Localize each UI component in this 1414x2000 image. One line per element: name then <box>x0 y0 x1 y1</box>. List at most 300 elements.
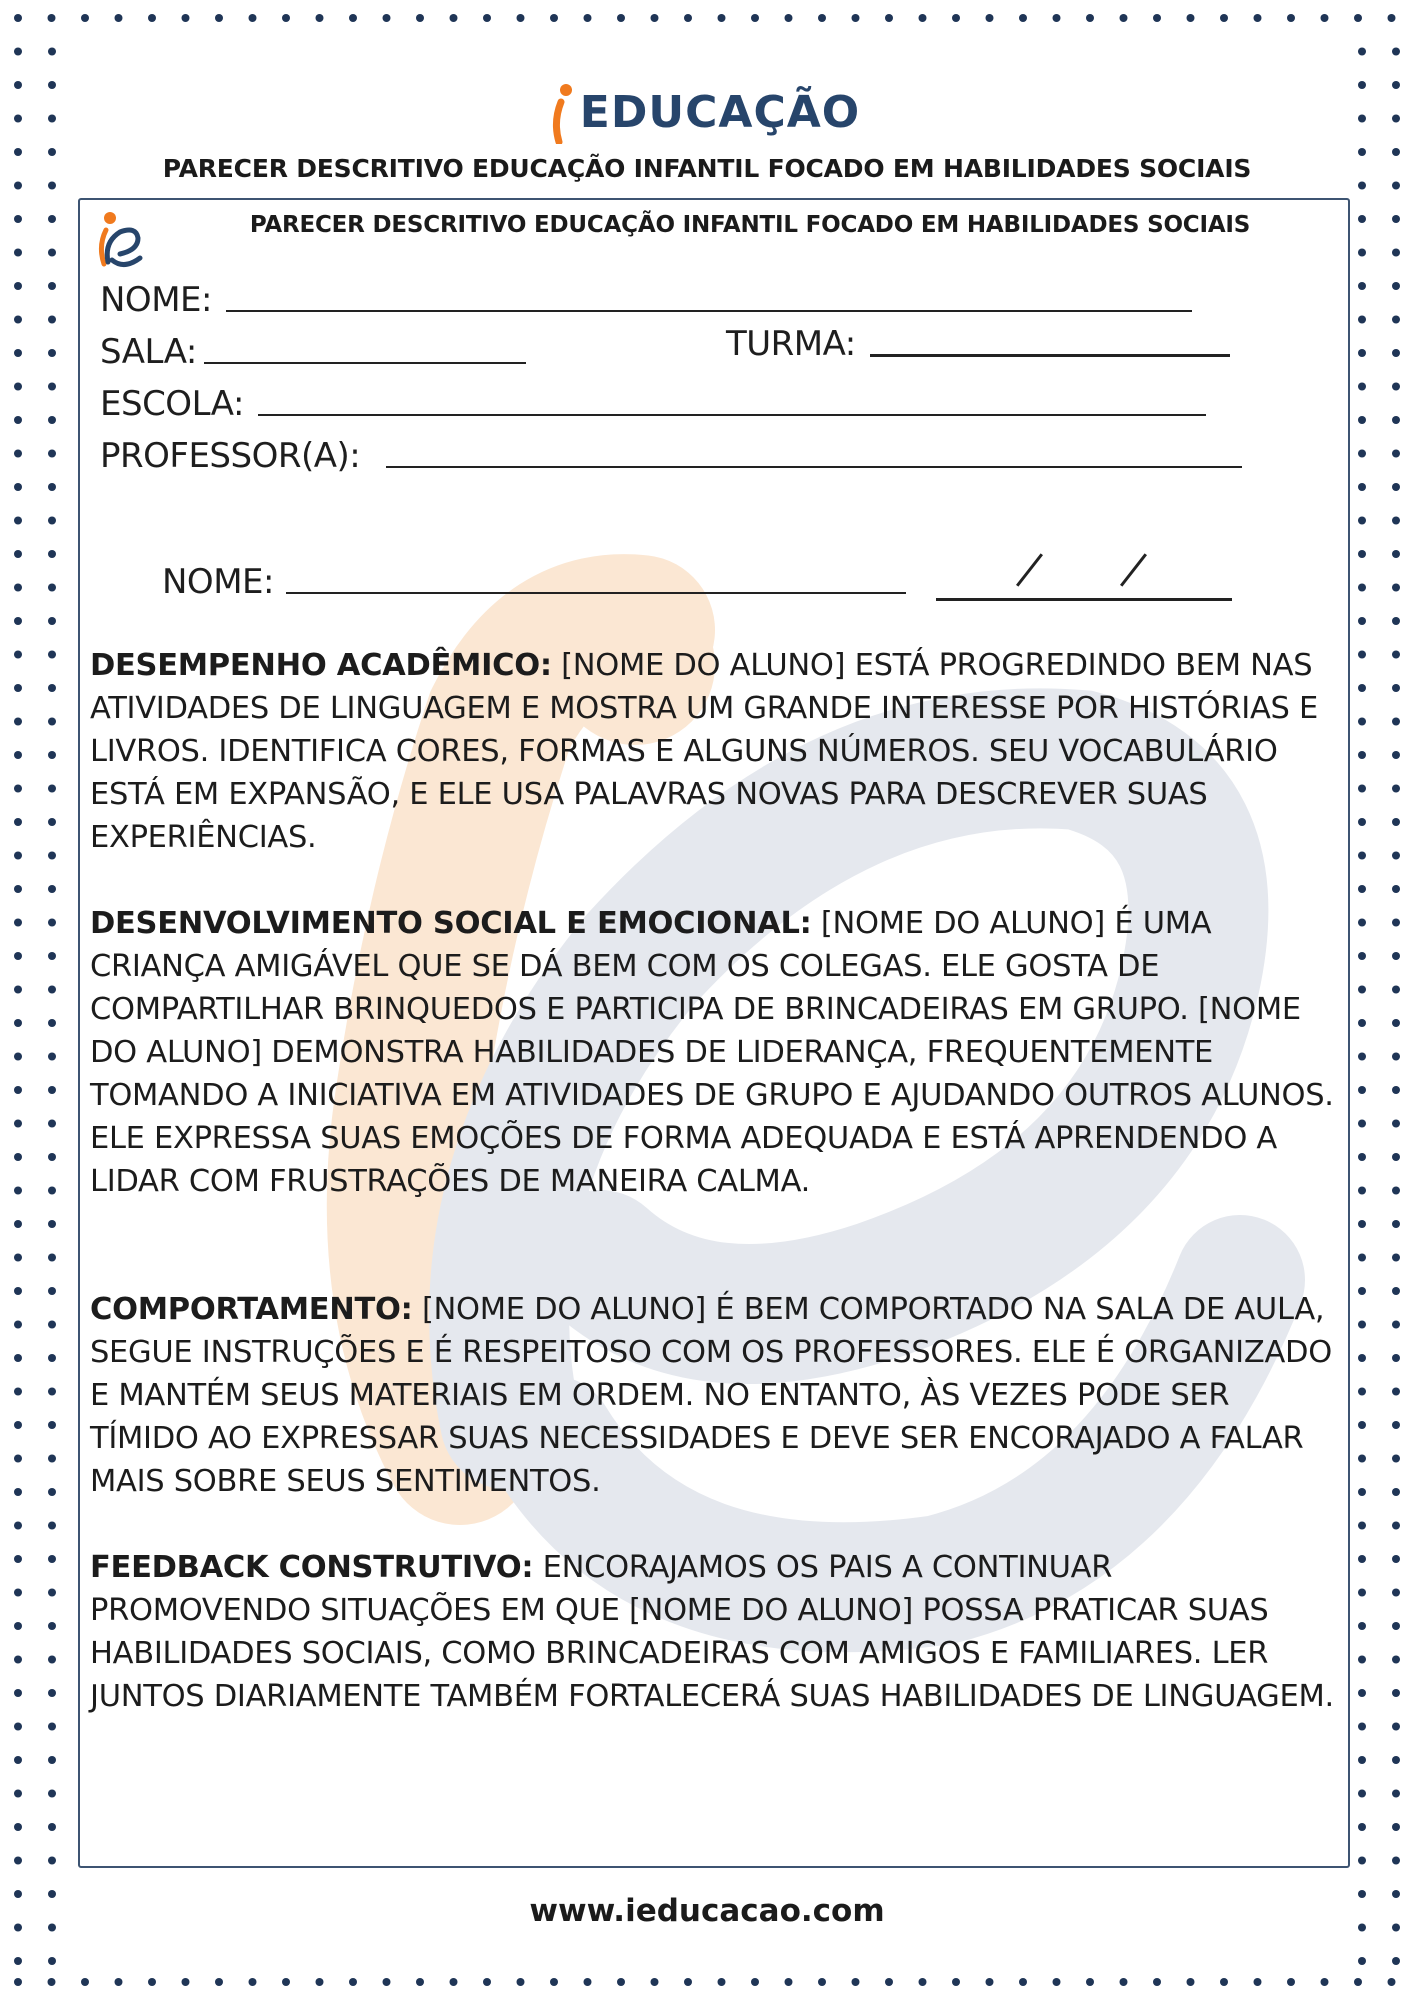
border-dot <box>48 952 56 960</box>
border-dot <box>584 14 592 22</box>
border-dot <box>14 1957 22 1965</box>
border-dot <box>48 1187 56 1195</box>
border-dot <box>1358 651 1366 659</box>
border-dot <box>785 1978 793 1986</box>
date-line[interactable] <box>936 598 1232 601</box>
border-dot <box>14 1120 22 1128</box>
border-dot <box>1392 349 1400 357</box>
border-dot <box>14 1555 22 1563</box>
border-dot <box>1392 483 1400 491</box>
border-dot <box>48 852 56 860</box>
border-dot <box>14 1857 22 1865</box>
border-dot <box>1358 1421 1366 1429</box>
border-dot <box>1358 1354 1366 1362</box>
brand-name: EDUCAÇÃO <box>579 87 861 138</box>
footer-url[interactable]: www.ieducacao.com <box>529 1893 885 1929</box>
border-dot <box>1358 1455 1366 1463</box>
page-title: PARECER DESCRITIVO EDUCAÇÃO INFANTIL FOCADO EM HABILIDADES SOCIAIS <box>162 154 1252 183</box>
border-dot <box>48 885 56 893</box>
border-dot <box>483 14 491 22</box>
border-dot <box>48 483 56 491</box>
professor-line[interactable] <box>386 466 1242 468</box>
nome-line[interactable] <box>226 310 1192 312</box>
border-dot <box>1392 919 1400 927</box>
border-dot <box>48 48 56 56</box>
border-dot <box>1392 1153 1400 1161</box>
border-dot <box>1187 1978 1195 1986</box>
border-dot <box>885 14 893 22</box>
border-dot <box>1392 249 1400 257</box>
border-dot <box>1392 785 1400 793</box>
border-dot <box>1358 1287 1366 1295</box>
border-dot <box>1358 885 1366 893</box>
border-dot <box>14 1756 22 1764</box>
border-dot <box>1358 1656 1366 1664</box>
border-dot <box>48 584 56 592</box>
border-dot <box>48 316 56 324</box>
border-dot <box>14 1622 22 1630</box>
border-dot <box>14 818 22 826</box>
border-dot <box>48 986 56 994</box>
border-dot <box>1358 1120 1366 1128</box>
sala-label: SALA: <box>100 332 197 372</box>
border-dot <box>48 517 56 525</box>
border-dot <box>1392 550 1400 558</box>
border-dot <box>215 1978 223 1986</box>
border-dot <box>1358 1388 1366 1396</box>
border-dot <box>14 282 22 290</box>
border-dot <box>1392 316 1400 324</box>
border-dot <box>1392 751 1400 759</box>
border-dot <box>1358 1756 1366 1764</box>
border-dot <box>684 1978 692 1986</box>
border-dot <box>1358 1689 1366 1697</box>
border-dot <box>14 383 22 391</box>
border-dot <box>14 1187 22 1195</box>
border-dot <box>885 1978 893 1986</box>
border-dot <box>349 14 357 22</box>
border-dot <box>1321 1978 1329 1986</box>
border-dot <box>1392 1287 1400 1295</box>
border-dot <box>182 1978 190 1986</box>
border-dot <box>1392 1187 1400 1195</box>
nome-label: NOME: <box>100 280 212 320</box>
border-dot <box>48 1488 56 1496</box>
border-dot <box>1392 1656 1400 1664</box>
border-dot <box>1358 349 1366 357</box>
border-dot <box>1392 1790 1400 1798</box>
border-dot <box>1354 1978 1362 1986</box>
border-dot <box>584 1978 592 1986</box>
border-dot <box>416 14 424 22</box>
border-dot <box>14 1823 22 1831</box>
border-dot <box>1120 1978 1128 1986</box>
border-dot <box>1392 818 1400 826</box>
border-dot <box>14 1455 22 1463</box>
border-dot <box>751 1978 759 1986</box>
border-dot <box>1321 14 1329 22</box>
border-dot <box>1392 1053 1400 1061</box>
border-dot <box>617 14 625 22</box>
border-dot <box>115 14 123 22</box>
border-dot <box>14 349 22 357</box>
border-dot <box>450 14 458 22</box>
border-dot <box>450 1978 458 1986</box>
border-dot <box>48 14 56 22</box>
border-dot <box>14 1019 22 1027</box>
border-dot <box>48 1622 56 1630</box>
border-dot <box>1358 249 1366 257</box>
border-dot <box>48 1220 56 1228</box>
border-dot <box>14 1421 22 1429</box>
border-dot <box>282 14 290 22</box>
nome-secondary-line[interactable] <box>286 592 906 594</box>
border-dot <box>1392 1555 1400 1563</box>
border-dot <box>517 1978 525 1986</box>
border-dot <box>1392 1388 1400 1396</box>
border-dot <box>483 1978 491 1986</box>
border-dot <box>1392 1723 1400 1731</box>
border-dot <box>81 14 89 22</box>
border-dot <box>1086 14 1094 22</box>
ieducacao-logo-icon <box>554 78 860 148</box>
border-dot <box>48 1723 56 1731</box>
border-dot <box>383 14 391 22</box>
border-dot <box>1392 1321 1400 1329</box>
border-dot <box>14 1790 22 1798</box>
border-dot <box>14 48 22 56</box>
border-dot <box>1358 1053 1366 1061</box>
border-dot <box>1287 14 1295 22</box>
border-dot <box>1358 584 1366 592</box>
border-dot <box>1287 1978 1295 1986</box>
border-dot <box>1392 1522 1400 1530</box>
border-dot <box>952 14 960 22</box>
border-dot <box>986 14 994 22</box>
border-dot <box>1358 1488 1366 1496</box>
border-dot <box>1392 450 1400 458</box>
border-dot <box>1358 1957 1366 1965</box>
border-dot <box>550 14 558 22</box>
border-dot <box>1392 1421 1400 1429</box>
border-dot <box>48 349 56 357</box>
border-dot <box>986 1978 994 1986</box>
border-dot <box>1388 1978 1396 1986</box>
border-dot <box>48 1823 56 1831</box>
section-text: ENCORAJAMOS OS PAIS A CONTINUAR PROMOVENDO SITUAÇÕES EM QUE [NOME DO ALUNO] POSSA PRATICAR SUAS HABILIDADES SOCIAIS, COMO BRINCADEIRAS COM AMIGOS E FAMILIARES. LER JUNTOS DIARIAMENTE TAMBÉM FORTALECERÁ SUAS HABILIDADES DE LINGUAGEM. <box>90 1550 1334 1714</box>
border-dot <box>14 1354 22 1362</box>
border-dot <box>14 215 22 223</box>
border-dot <box>14 1388 22 1396</box>
border-dot <box>48 1656 56 1664</box>
border-dot <box>14 1488 22 1496</box>
border-dot <box>1358 282 1366 290</box>
border-dot <box>1086 1978 1094 1986</box>
border-dot <box>1220 14 1228 22</box>
border-dot <box>1120 14 1128 22</box>
border-dot <box>1392 48 1400 56</box>
brand-header <box>0 78 1414 148</box>
border-dot <box>14 1220 22 1228</box>
border-dot <box>48 282 56 290</box>
section-heading: FEEDBACK CONSTRUTIVO: <box>90 1550 534 1585</box>
border-dot <box>1358 416 1366 424</box>
border-dot <box>1358 316 1366 324</box>
border-dot <box>1392 1086 1400 1094</box>
border-dot <box>48 1455 56 1463</box>
border-dot <box>14 885 22 893</box>
border-dot <box>14 416 22 424</box>
border-dot <box>1392 1689 1400 1697</box>
border-dot <box>1358 1254 1366 1262</box>
border-dot <box>48 684 56 692</box>
border-dot <box>48 1287 56 1295</box>
border-dot <box>48 818 56 826</box>
border-dot <box>952 1978 960 1986</box>
border-dot <box>48 1321 56 1329</box>
border-dot <box>48 416 56 424</box>
border-dot <box>48 1857 56 1865</box>
border-dot <box>1358 48 1366 56</box>
border-dot <box>1153 14 1161 22</box>
border-dot <box>182 14 190 22</box>
border-dot <box>1392 1220 1400 1228</box>
border-dot <box>1388 14 1396 22</box>
border-dot <box>14 517 22 525</box>
section-comportamento <box>90 1288 1340 1503</box>
border-dot <box>48 1019 56 1027</box>
border-dot <box>48 450 56 458</box>
border-dot <box>14 249 22 257</box>
border-dot <box>1358 1555 1366 1563</box>
border-dot <box>14 1287 22 1295</box>
border-dot <box>215 14 223 22</box>
border-dot <box>651 1978 659 1986</box>
border-dot <box>1392 416 1400 424</box>
border-dot <box>1358 1790 1366 1798</box>
escola-label: ESCOLA: <box>100 384 244 424</box>
border-dot <box>316 1978 324 1986</box>
border-dot <box>1358 1019 1366 1027</box>
border-dot <box>1358 785 1366 793</box>
border-dot <box>1254 1978 1262 1986</box>
border-dot <box>14 751 22 759</box>
border-dot <box>1358 1823 1366 1831</box>
border-dot <box>48 1120 56 1128</box>
border-dot <box>718 1978 726 1986</box>
border-dot <box>1392 383 1400 391</box>
border-dot <box>14 684 22 692</box>
border-dot <box>1358 1321 1366 1329</box>
border-dot <box>785 14 793 22</box>
border-dot <box>718 14 726 22</box>
border-dot <box>1392 1756 1400 1764</box>
border-dot <box>1392 1488 1400 1496</box>
border-dot <box>1358 818 1366 826</box>
border-dot <box>1358 1522 1366 1530</box>
border-dot <box>48 1589 56 1597</box>
border-dot <box>1354 14 1362 22</box>
border-dot <box>550 1978 558 1986</box>
border-dot <box>852 14 860 22</box>
border-dot <box>14 1656 22 1664</box>
border-dot <box>1358 919 1366 927</box>
border-dot <box>751 14 759 22</box>
escola-line[interactable] <box>258 414 1206 416</box>
border-dot <box>148 14 156 22</box>
border-dot <box>48 1978 56 1986</box>
border-dot <box>249 14 257 22</box>
border-dot <box>48 1086 56 1094</box>
border-dot <box>14 1689 22 1697</box>
border-dot <box>14 316 22 324</box>
border-dot <box>651 14 659 22</box>
border-dot <box>48 1522 56 1530</box>
border-dot <box>14 1254 22 1262</box>
border-dot <box>1153 1978 1161 1986</box>
border-dot <box>48 1153 56 1161</box>
border-dot <box>1392 852 1400 860</box>
border-dot <box>684 14 692 22</box>
e-monogram-icon <box>90 208 146 274</box>
border-dot <box>48 785 56 793</box>
border-dot <box>1358 383 1366 391</box>
border-dot <box>1392 584 1400 592</box>
border-dot <box>1358 483 1366 491</box>
border-dot <box>48 1053 56 1061</box>
border-dot <box>48 215 56 223</box>
border-dot <box>48 1421 56 1429</box>
border-dot <box>1392 1120 1400 1128</box>
border-dot <box>48 1957 56 1965</box>
section-feedback <box>90 1546 1340 1718</box>
border-dot <box>383 1978 391 1986</box>
nome-secondary-label: NOME: <box>162 562 274 602</box>
border-dot <box>1392 1589 1400 1597</box>
border-dot <box>1392 885 1400 893</box>
border-dot <box>14 1589 22 1597</box>
border-dot <box>1358 1086 1366 1094</box>
border-dot <box>48 919 56 927</box>
border-dot <box>48 249 56 257</box>
border-dot <box>48 718 56 726</box>
section-heading: DESENVOLVIMENTO SOCIAL E EMOCIONAL: <box>90 906 812 941</box>
border-dot <box>1358 852 1366 860</box>
border-dot <box>1220 1978 1228 1986</box>
card-title: PARECER DESCRITIVO EDUCAÇÃO INFANTIL FOCADO EM HABILIDADES SOCIAIS <box>249 212 1251 238</box>
border-dot <box>48 751 56 759</box>
border-dot <box>14 952 22 960</box>
border-dot <box>1358 550 1366 558</box>
border-dot <box>48 1756 56 1764</box>
border-dot <box>14 14 22 22</box>
border-dot <box>1392 1354 1400 1362</box>
border-dot <box>14 1153 22 1161</box>
border-dot <box>48 617 56 625</box>
border-dot <box>1392 1455 1400 1463</box>
border-dot <box>818 14 826 22</box>
border-dot <box>14 1522 22 1530</box>
border-dot <box>1392 684 1400 692</box>
evaluation-card <box>78 198 1350 1868</box>
border-dot <box>48 1254 56 1262</box>
border-dot <box>1392 282 1400 290</box>
border-dot <box>14 718 22 726</box>
border-dot <box>1392 1019 1400 1027</box>
border-dot <box>1392 1622 1400 1630</box>
border-dot <box>1358 450 1366 458</box>
border-dot <box>919 1978 927 1986</box>
border-dot <box>416 1978 424 1986</box>
border-dot <box>14 1053 22 1061</box>
section-social-emocional <box>90 902 1340 1203</box>
border-dot <box>148 1978 156 1986</box>
border-dot <box>48 651 56 659</box>
border-dot <box>1019 1978 1027 1986</box>
turma-label: TURMA: <box>726 324 856 364</box>
border-dot <box>1358 617 1366 625</box>
border-dot <box>48 1354 56 1362</box>
border-dot <box>1358 1857 1366 1865</box>
border-dot <box>1358 1220 1366 1228</box>
border-dot <box>349 1978 357 1986</box>
border-dot <box>48 1388 56 1396</box>
border-dot <box>249 1978 257 1986</box>
border-dot <box>1053 14 1061 22</box>
turma-line[interactable] <box>870 354 1230 357</box>
border-dot <box>14 986 22 994</box>
section-text: [NOME DO ALUNO] É BEM COMPORTADO NA SALA DE AULA, SEGUE INSTRUÇÕES E É RESPEITOSO COM OS PROFESSORES. ELE É ORGANIZADO E MANTÉM SEUS MATERIAIS EM ORDEM. NO ENTANTO, ÀS VEZES PODE SER TÍMIDO AO EXPRESSAR SUAS NECESSIDADES E DEVE SER ENCORAJADO A FALAR MAIS SOBRE SEUS SENTIMENTOS. <box>90 1292 1332 1499</box>
border-dot <box>14 617 22 625</box>
border-dot <box>1358 1589 1366 1597</box>
border-dot <box>14 1723 22 1731</box>
border-dot <box>48 550 56 558</box>
border-dot <box>1358 517 1366 525</box>
border-dot <box>14 919 22 927</box>
border-dot <box>617 1978 625 1986</box>
professor-label: PROFESSOR(A): <box>100 436 361 476</box>
border-dot <box>316 14 324 22</box>
border-dot <box>1358 718 1366 726</box>
sala-line[interactable] <box>204 362 526 364</box>
border-dot <box>14 1321 22 1329</box>
border-dot <box>81 1978 89 1986</box>
border-dot <box>1392 986 1400 994</box>
border-dot <box>14 1978 22 1986</box>
border-dot <box>14 483 22 491</box>
border-dot <box>14 550 22 558</box>
border-dot <box>48 1790 56 1798</box>
border-dot <box>48 383 56 391</box>
border-dot <box>282 1978 290 1986</box>
border-dot <box>14 450 22 458</box>
border-dot <box>919 14 927 22</box>
border-dot <box>1392 1823 1400 1831</box>
border-dot <box>1392 1857 1400 1865</box>
border-dot <box>818 1978 826 1986</box>
border-dot <box>1392 617 1400 625</box>
border-dot <box>14 651 22 659</box>
border-dot <box>1053 1978 1061 1986</box>
border-dot <box>1187 14 1195 22</box>
border-dot <box>517 14 525 22</box>
border-dot <box>1358 1153 1366 1161</box>
border-dot <box>1392 718 1400 726</box>
border-dot <box>1358 1187 1366 1195</box>
border-dot <box>1358 1723 1366 1731</box>
section-desempenho <box>90 644 1340 859</box>
border-dot <box>14 785 22 793</box>
